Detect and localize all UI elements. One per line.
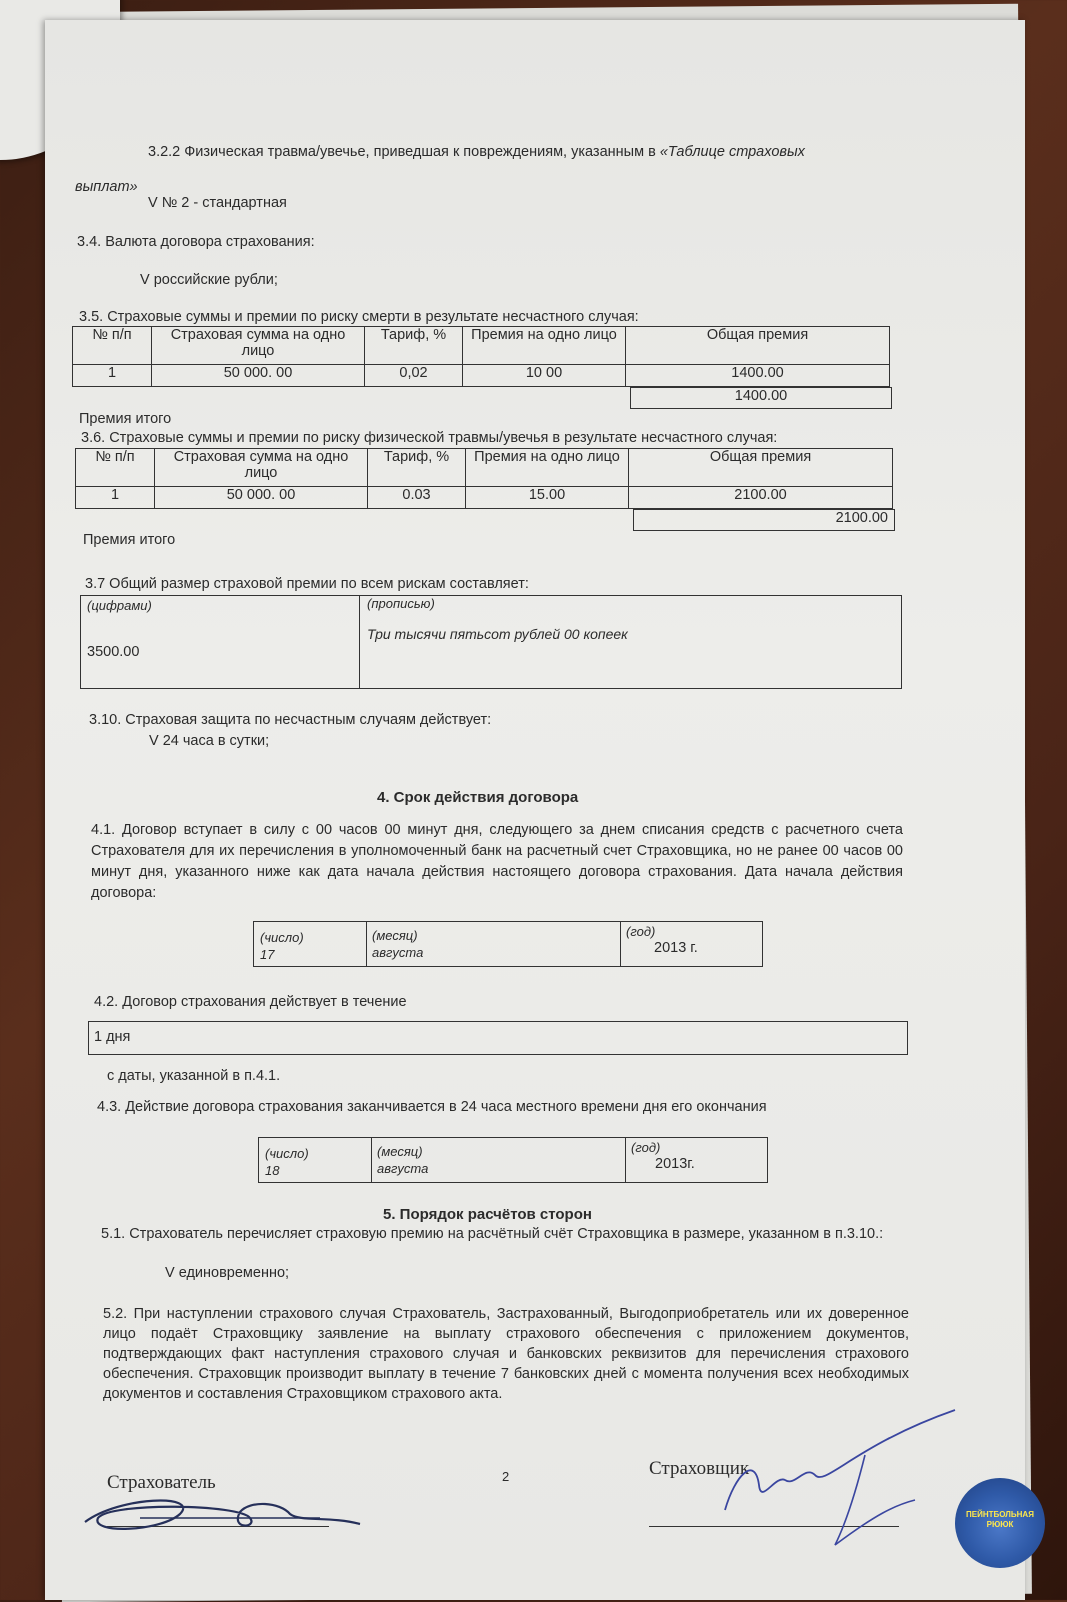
- section-34-label: 3.4. Валюта договора страхования:: [77, 234, 315, 250]
- header-cell: Премия на одно лицо: [466, 449, 629, 487]
- end-month: августа: [377, 1161, 429, 1176]
- section-310-choice: V 24 часа в сутки;: [149, 733, 270, 749]
- table-row: [73, 365, 890, 387]
- section-37-title: 3.7 Общий размер страховой премии по всем рискам составляет:: [85, 576, 529, 592]
- document-page: [45, 20, 1025, 1600]
- header-cell: Общая премия: [629, 449, 893, 487]
- section-4-heading: 4. Срок действия договора: [377, 789, 579, 806]
- section-41-paragraph: 4.1. Договор вступает в силу с 00 часов 00 минут дня, следующего за днем списания средств с расчетного счета Страхователя для их перечисления в уполномоченный банк на расчетный счет Страховщика, но не ранее 00 часов 00 минут дня, указанного ниже как дата начала действия настоящего договора страхования. Дата начала действия договора:: [91, 822, 903, 901]
- row-cell: 1: [76, 487, 155, 509]
- end-year-label: (год): [631, 1140, 661, 1155]
- end-date-box: [258, 1137, 768, 1183]
- section-51-choice: V единовременно;: [165, 1265, 290, 1281]
- section-322-italic: «Таблице страховых: [659, 144, 805, 160]
- section-52-paragraph: 5.2. При наступлении страхового случая Страхователь, Застрахованный, Выгодоприобретатель или их доверенное лицо подаёт Страховщику заявление на выплату страхового обеспечения с приложением документов, подтверждающих факт наступления страхового случая и банковских реквизитов для перечисления страхового обеспечения. Страховщик производит выплату в течение 7 банковских дней с момента получения всех необходимых документов и составления Страховщиком страхового акта.: [103, 1306, 909, 1402]
- row-cell: 15.00: [466, 487, 629, 509]
- header-cell: Страховая сумма на одно лицо: [152, 327, 365, 365]
- end-year: 2013г.: [655, 1156, 695, 1172]
- row-cell: 0.03: [368, 487, 466, 509]
- header-cell: Общая премия: [626, 327, 890, 365]
- section-35-table: [72, 326, 890, 387]
- section-322-text: 3.2.2 Физическая травма/увечье, приведшая к повреждениям, указанным в: [148, 144, 656, 160]
- end-day: 18: [265, 1163, 280, 1178]
- section-35-title: 3.5. Страховые суммы и премии по риску смерти в результате несчастного случая:: [79, 309, 639, 325]
- start-year: 2013 г.: [654, 940, 698, 956]
- insurer-signature: [715, 1405, 965, 1555]
- words-value: Три тысячи пятьсот рублей 00 копеек: [367, 626, 628, 642]
- section-36-total-box: [633, 509, 895, 531]
- section-322-line2: выплат»: [75, 179, 138, 195]
- header-cell: № п/п: [76, 449, 155, 487]
- row-cell: 1: [73, 365, 152, 387]
- section-36-total-value: 2100.00: [835, 510, 888, 526]
- header-cell: Тариф, %: [368, 449, 466, 487]
- row-cell: 50 000. 00: [152, 365, 365, 387]
- start-month-label: (месяц): [372, 928, 418, 943]
- insurer-label: Страховщик: [649, 1458, 750, 1479]
- section-322-choice: V № 2 - стандартная: [148, 195, 287, 211]
- watermark-text: ПЕЙНТБОЛЬНАЯ РЮЮК: [966, 1510, 1034, 1529]
- section-43-label: 4.3. Действие договора страхования заканчивается в 24 часа местного времени дня его окончания: [97, 1099, 767, 1115]
- table-header-row: [73, 327, 890, 365]
- digits-value: 3500.00: [87, 644, 140, 660]
- row-cell: 50 000. 00: [155, 487, 368, 509]
- digits-label: (цифрами): [87, 598, 152, 613]
- section-37-box: [80, 595, 902, 689]
- section-35-total-value: 1400.00: [734, 388, 788, 404]
- row-cell: 10 00: [463, 365, 626, 387]
- section-42-label: 4.2. Договор страхования действует в течение: [94, 994, 407, 1010]
- insurant-signature: [80, 1488, 370, 1538]
- header-cell: Тариф, %: [365, 327, 463, 365]
- section-35-total-label: Премия итого: [79, 411, 172, 427]
- page-number: 2: [502, 1469, 510, 1484]
- end-day-label: (число): [265, 1146, 309, 1161]
- end-month-label: (месяц): [377, 1144, 423, 1159]
- table-row: [76, 487, 893, 509]
- duration-from: с даты, указанной в п.4.1.: [107, 1068, 281, 1084]
- section-36-total-label: Премия итого: [83, 532, 176, 548]
- section-310-label: 3.10. Страховая защита по несчастным случаям действует:: [89, 712, 492, 728]
- end-date-divider-1: [371, 1138, 372, 1182]
- duration-box: [88, 1021, 908, 1055]
- duration-value: 1 дня: [94, 1029, 131, 1045]
- start-day: 17: [260, 947, 275, 962]
- header-cell: Премия на одно лицо: [463, 327, 626, 365]
- section-322-line1: [148, 143, 805, 162]
- insurant-label: Страхователь: [107, 1472, 216, 1493]
- start-year-label: (год): [626, 924, 656, 939]
- section-37-divider: [359, 596, 360, 688]
- end-date-divider-2: [625, 1138, 626, 1182]
- start-month: августа: [372, 945, 424, 960]
- row-cell: 0,02: [365, 365, 463, 387]
- watermark-logo: [955, 1478, 1045, 1568]
- section-35-total-box: [630, 387, 892, 409]
- start-day-label: (число): [260, 930, 304, 945]
- header-cell: № п/п: [73, 327, 152, 365]
- header-cell: Страховая сумма на одно лицо: [155, 449, 368, 487]
- start-date-divider-1: [366, 922, 367, 966]
- words-label: (прописью): [367, 596, 435, 611]
- row-cell: 1400.00: [626, 365, 890, 387]
- section-34-choice: V российские рубли;: [140, 272, 278, 288]
- start-date-box: [253, 921, 763, 967]
- section-5-heading: 5. Порядок расчётов сторон: [383, 1206, 592, 1223]
- start-date-divider-2: [620, 922, 621, 966]
- section-36-title: 3.6. Страховые суммы и премии по риску физической травмы/увечья в результате несчастного случая:: [81, 430, 778, 446]
- row-cell: 2100.00: [629, 487, 893, 509]
- table-header-row: [76, 449, 893, 487]
- section-51-paragraph: 5.1. Страхователь перечисляет страховую премию на расчётный счёт Страховщика в размере, указанном в п.3.10.:: [101, 1226, 884, 1242]
- section-36-table: [75, 448, 893, 509]
